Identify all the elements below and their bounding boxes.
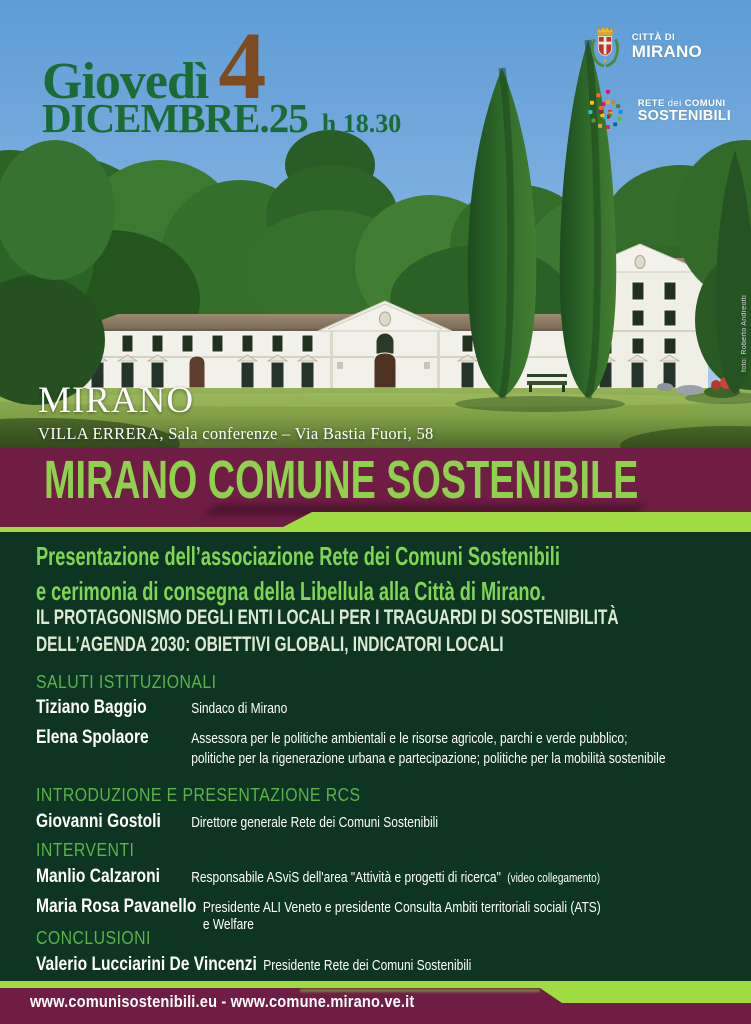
speaker-role: Presidente ALI Veneto e presidente Consulta Ambiti territoriali sociali (ATS) e Welfare [202, 899, 601, 933]
mirano-logo-line2: MIRANO [631, 42, 702, 62]
speaker-role: Sindaco di Mirano [191, 700, 288, 717]
speaker-name: Maria Rosa Pavanello [36, 895, 197, 917]
venue-city: MIRANO [38, 380, 195, 421]
poster-title: MIRANO COMUNE SOSTENIBILE [44, 450, 639, 510]
speaker-name: Valerio Lucciarini De Vincenzi [36, 953, 257, 975]
section-heading-conclusioni: CONCLUSIONI [36, 928, 151, 948]
footer-urls[interactable]: www.comunisostenibili.eu - www.comune.mirano.ve.it [30, 992, 415, 1011]
rcs-logo-word1: RETE [637, 98, 665, 110]
rcs-spiral-icon [586, 90, 630, 134]
speaker-role-line1: Assessora per le politiche ambientali e le risorse agricole, parchi e verde pubblico; [191, 730, 628, 747]
photo-credit: foto: Roberto Andreotti [741, 295, 748, 372]
logos [586, 24, 731, 134]
section-heading-introduzione: INTRODUZIONE E PRESENTAZIONE RCS [36, 785, 361, 805]
program-content [0, 532, 751, 981]
rcs-logo-line2: SOSTENIBILI [637, 108, 731, 125]
intro-subtitle1: IL PROTAGONISMO DEGLI ENTI LOCALI PER I TRAGUARDI DI SOSTENIBILITÀ [36, 605, 619, 629]
event-date [42, 12, 402, 142]
speaker-row [36, 810, 438, 833]
speaker-role: Presidente Rete dei Comuni Sostenibili [263, 957, 472, 974]
speaker-note: (video collegamento) [507, 871, 601, 885]
month-year: DICEMBRE.25 [42, 94, 308, 141]
venue-address: VILLA ERRERA, Sala conferenze – Via Bastia Fuori, 58 [38, 423, 434, 443]
day-name: Giovedì [42, 53, 209, 110]
event-time: h 18.30 [321, 108, 402, 138]
rcs-logo-word3: COMUNI [684, 98, 726, 110]
speaker-name: Elena Spolaore [36, 726, 149, 748]
villa-photo [0, 0, 751, 448]
rete-comuni-sostenibili-logo [586, 90, 731, 134]
speaker-row [36, 726, 751, 768]
speaker-row [36, 865, 600, 888]
speaker-name: Giovanni Gostoli [36, 810, 161, 832]
intro-line1: Presentazione dell’associazione Rete dei Comuni Sostenibili [36, 541, 560, 571]
speaker-row [36, 696, 287, 719]
rcs-logo-word2: dei [667, 98, 682, 110]
venue-overlay [38, 382, 434, 444]
mirano-crest-icon [586, 24, 624, 70]
green-stripe [0, 512, 751, 532]
speaker-role: Responsabile ASviS dell'area "Attività e progetti di ricerca" [191, 869, 501, 886]
speaker-role: Direttore generale Rete dei Comuni Sostenibili [191, 814, 438, 831]
speaker-name: Tiziano Baggio [36, 696, 147, 718]
intro-line2: e cerimonia di consegna della Libellula alla Città di Mirano. [36, 576, 546, 606]
section-heading-saluti: SALUTI ISTITUZIONALI [36, 672, 217, 692]
day-number: 4 [218, 12, 265, 119]
speaker-role-line2: politiche per la rigenerazione urbana e partecipazione; politiche per la mobilità sostenibile [191, 749, 666, 767]
title-band [0, 448, 751, 512]
mirano-logo-line1: CITTÀ DI [631, 32, 676, 44]
intro-subtitle2: DELL’AGENDA 2030: OBIETTIVI GLOBALI, INDICATORI LOCALI [36, 632, 504, 656]
footer-band [0, 981, 751, 1024]
speaker-name: Manlio Calzaroni [36, 865, 160, 887]
section-heading-interventi: INTERVENTI [36, 840, 135, 860]
band-transition [0, 512, 751, 532]
speaker-row [36, 953, 471, 976]
citta-di-mirano-logo [586, 24, 731, 70]
